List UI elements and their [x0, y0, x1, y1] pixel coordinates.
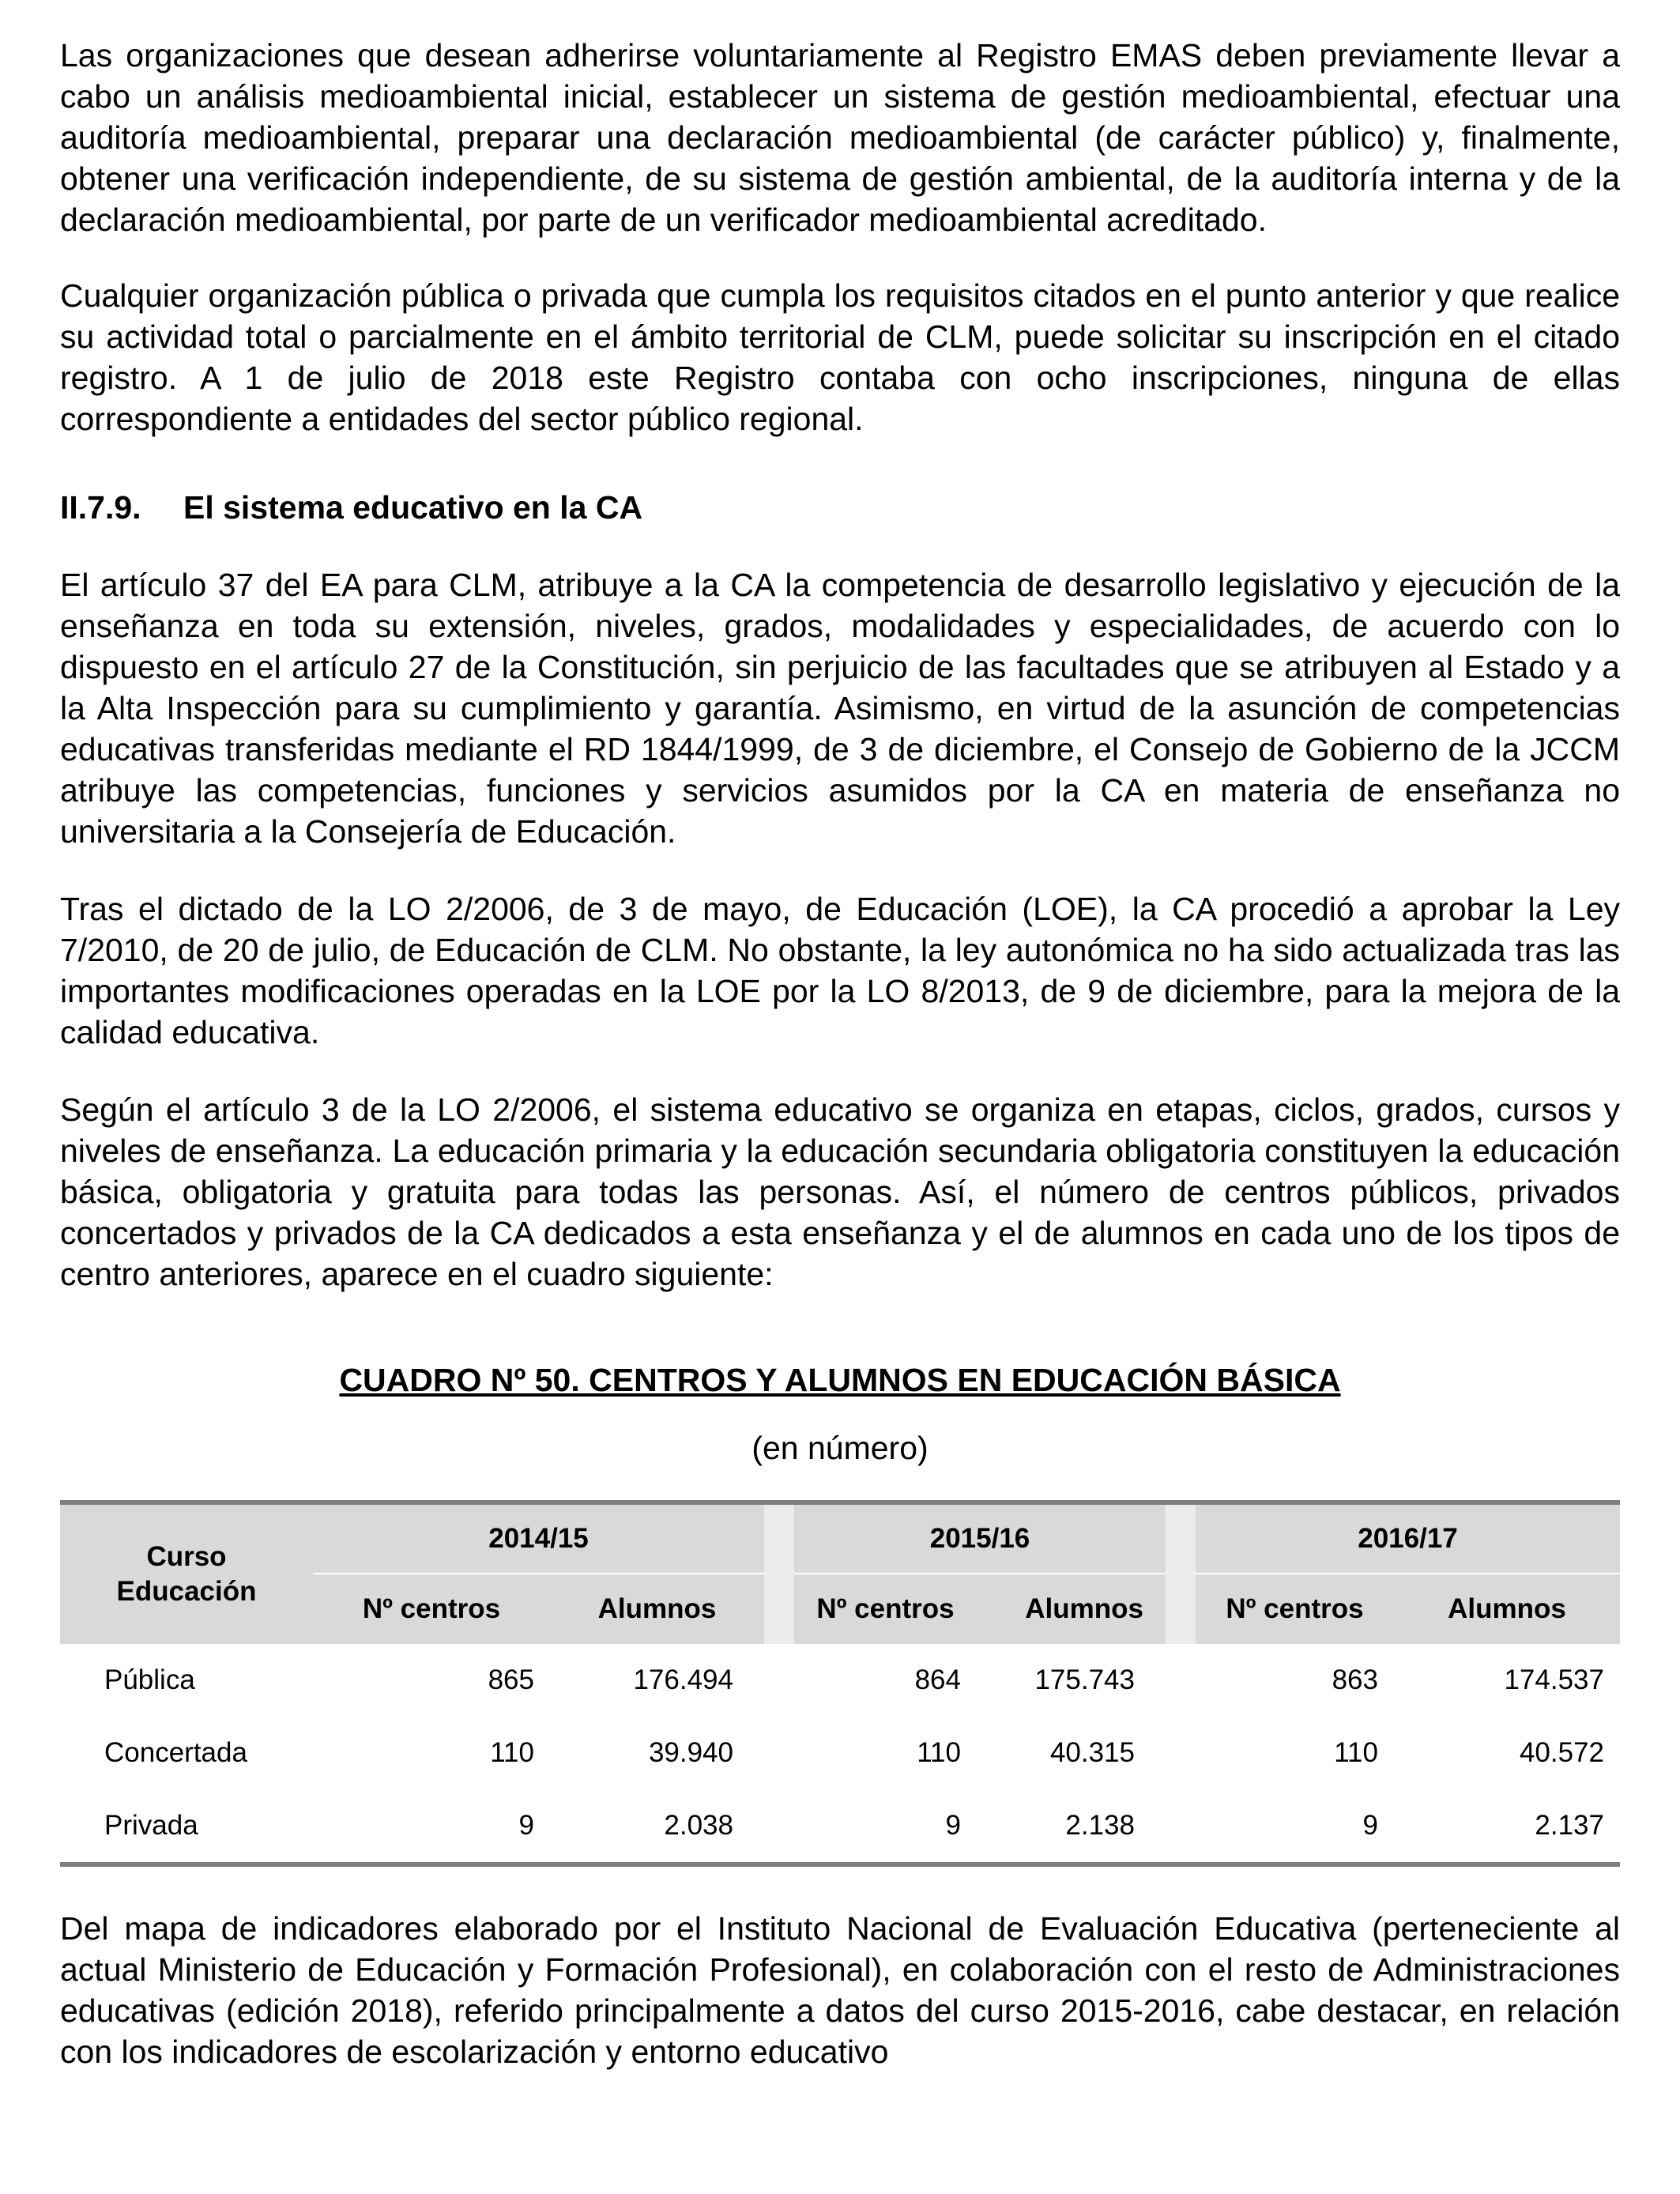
cell-value: 176.494: [633, 1664, 733, 1695]
cell-value: 40.572: [1519, 1737, 1604, 1768]
year-header-2014: 2014/15: [313, 1505, 779, 1574]
row-label: Privada: [104, 1810, 198, 1841]
cell-value: 110: [490, 1737, 534, 1768]
year-header-2015: 2015/16: [779, 1505, 1181, 1574]
col-centros-2014: Nº centros: [313, 1574, 550, 1644]
section-number: II.7.9.: [60, 489, 141, 526]
education-table: [60, 1500, 1620, 1867]
cell-value: 110: [1334, 1737, 1378, 1768]
col-centros-2016: Nº centros: [1181, 1574, 1394, 1644]
col-centros-2015: Nº centros: [779, 1574, 977, 1644]
cell-value: 863: [1332, 1664, 1378, 1695]
col-alumnos-2016: Alumnos: [1394, 1574, 1620, 1644]
cell-value: 39.940: [648, 1737, 733, 1768]
cell-value: 110: [917, 1737, 961, 1768]
cell-value: 9: [1362, 1810, 1378, 1841]
cell-value: 2.138: [1065, 1810, 1135, 1841]
col-alumnos-2014: Alumnos: [550, 1574, 779, 1644]
paragraph-loe: Tras el dictado de la LO 2/2006, de 3 de mayo, de Educación (LOE), la CA procedió a aprobar la Ley 7/2010, de 20 de julio, de Educación de CLM. No obstante, la ley autonómica no ha sido actualizada tras las importantes modificaciones operadas en la LOE por la LO 8/2013, de 9 de diciembre, para la mejora de la calidad educativa.: [60, 891, 1620, 1050]
table-row: [60, 1717, 1620, 1789]
table-subtitle: (en número): [751, 1430, 929, 1466]
row-label: Concertada: [104, 1737, 247, 1768]
section-heading: [60, 487, 1620, 528]
paragraph-indicadores: Del mapa de indicadores elaborado por el Instituto Nacional de Evaluación Educativa (perteneciente al actual Ministerio de Educación y Formación Profesional), en colaboración con el resto de Administraciones educativas (edición 2018), referido principalmente a datos del curso 2015-2016, cabe destacar, en relación con los indicadores de escolarización y entorno educativo: [60, 1910, 1620, 2070]
cell-value: 9: [518, 1810, 534, 1841]
cell-value: 864: [914, 1664, 961, 1695]
paragraph-emas: Las organizaciones que desean adherirse voluntariamente al Registro EMAS deben previamente llevar a cabo un análisis medioambiental inicial, establecer un sistema de gestión medioambiental, efectuar una auditoría medioambiental, preparar una declaración medioambiental (de carácter público) y, finalmente, obtener una verificación independiente, de su sistema de gestión ambiental, de la auditoría interna y de la declaración medioambiental, por parte de un verificador medioambiental acreditado.: [60, 37, 1620, 238]
table-row: [60, 1789, 1620, 1862]
row-label: Pública: [104, 1664, 195, 1695]
year-header-2016: 2016/17: [1181, 1505, 1620, 1574]
section-title: El sistema educativo en la CA: [183, 489, 643, 526]
paragraph-registro: Cualquier organización pública o privada que cumpla los requisitos citados en el punto anterior y que realice su actividad total o parcialmente en el ámbito territorial de CLM, puede solicitar su inscripción en el citado registro. A 1 de julio de 2018 este Registro contaba con ocho inscripciones, ninguna de ellas correspondiente a entidades del sector público regional.: [60, 277, 1620, 437]
col-alumnos-2015: Alumnos: [977, 1574, 1181, 1644]
paragraph-sistema-educativo: Según el artículo 3 de la LO 2/2006, el sistema educativo se organiza en etapas, ciclos, grados, cursos y niveles de enseñanza. La educación primaria y la educación secundaria obligatoria constituyen la educación básica, obligatoria y gratuita para todas las personas. Así, el número de centros públicos, privados concertados y privados de la CA dedicados a esta enseñanza y el de alumnos en cada uno de los tipos de centro anteriores, aparece en el cuadro siguiente:: [60, 1091, 1620, 1292]
paragraph-articulo-37: El artículo 37 del EA para CLM, atribuye a la CA la competencia de desarrollo legislativo y ejecución de la enseñanza en toda su extensión, niveles, grados, modalidades y especialidades, de acuerdo con lo dispuesto en el artículo 27 de la Constitución, sin perjuicio de las facultades que se atribuyen al Estado y a la Alta Inspección para su cumplimiento y garantía. Asimismo, en virtud de la asunción de competencias educativas transferidas mediante el RD 1844/1999, de 3 de diciembre, el Consejo de Gobierno de la JCCM atribuye las competencias, funciones y servicios asumidos por la CA en materia de enseñanza no universitaria a la Consejería de Educación.: [60, 567, 1620, 850]
document-page: [60, 35, 1620, 2072]
row-header-curso: Curso Educación: [60, 1505, 313, 1644]
cell-value: 2.038: [664, 1810, 733, 1841]
table-row: [60, 1644, 1620, 1717]
cell-value: 865: [488, 1664, 534, 1695]
table-title: CUADRO Nº 50. CENTROS Y ALUMNOS EN EDUCACIÓN BÁSICA: [339, 1362, 1341, 1398]
cell-value: 9: [945, 1810, 961, 1841]
cell-value: 40.315: [1049, 1737, 1135, 1768]
cell-value: 2.137: [1535, 1810, 1604, 1841]
cell-value: 174.537: [1504, 1664, 1604, 1695]
cell-value: 175.743: [1034, 1664, 1135, 1695]
